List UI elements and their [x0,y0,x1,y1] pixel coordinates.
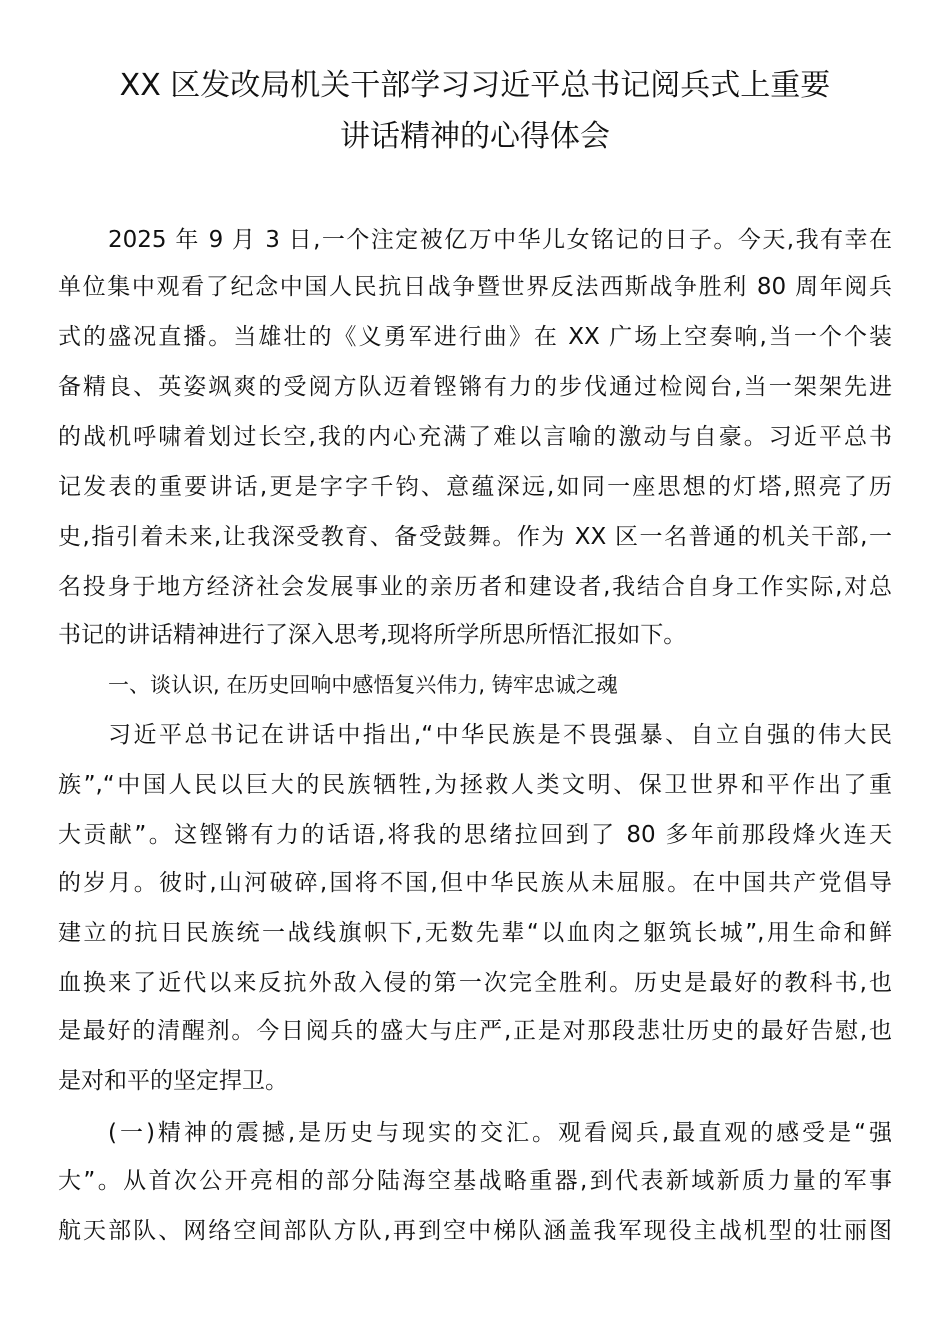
paragraph-2-line-4: 的岁月。彼时,山河破碎,国将不国,但中华民族从未屈服。在中国共产党倡导 [58,870,892,896]
paragraph-1-line-6: 记发表的重要讲话,更是字字千钧、意蕴深远,如同一座思想的灯塔,照亮了历 [58,474,892,500]
document-title-line-1: XX 区发改局机关干部学习习近平总书记阅兵式上重要 [119,68,831,103]
paragraph-1-line-4: 备精良、英姿飒爽的受阅方队迈着铿锵有力的步伐通过检阅台,当一架架先进 [58,374,892,400]
paragraph-2-line-8: 是对和平的坚定捍卫。 [58,1068,288,1094]
paragraph-2-line-1: 习近平总书记在讲话中指出,“中华民族是不畏强暴、自立自强的伟大民 [108,722,892,748]
paragraph-3-line-2: 大”。从首次公开亮相的部分陆海空基战略重器,到代表新域新质力量的军事 [58,1168,892,1194]
paragraph-2-line-3: 大贡献”。这铿锵有力的话语,将我的思绪拉回到了 80 多年前那段烽火连天 [58,822,892,848]
section-heading-1: 一、谈认识, 在历史回响中感悟复兴伟力, 铸牢忠诚之魂 [108,673,618,697]
paragraph-1-line-9: 书记的讲话精神进行了深入思考,现将所学所思所悟汇报如下。 [58,622,687,648]
paragraph-3-line-3: 航天部队、网络空间部队方队,再到空中梯队涵盖我军现役主战机型的壮丽图 [58,1218,892,1244]
paragraph-1-line-7: 史,指引着未来,让我深受教育、备受鼓舞。作为 XX 区一名普通的机关干部,一 [58,524,892,550]
paragraph-1-line-2: 单位集中观看了纪念中国人民抗日战争暨世界反法西斯战争胜利 80 周年阅兵 [58,274,892,300]
paragraph-2-line-2: 族”,“中国人民以巨大的民族牺牲,为拯救人类文明、保卫世界和平作出了重 [58,772,892,798]
paragraph-1-line-3: 式的盛况直播。当雄壮的《义勇军进行曲》在 XX 广场上空奏响,当一个个装 [58,324,892,350]
paragraph-1-line-1: 2025 年 9 月 3 日,一个注定被亿万中华儿女铭记的日子。今天,我有幸在 [108,227,892,253]
paragraph-2-line-6: 血换来了近代以来反抗外敌入侵的第一次完全胜利。历史是最好的教科书,也 [58,970,892,996]
paragraph-2-line-7: 是最好的清醒剂。今日阅兵的盛大与庄严,正是对那段悲壮历史的最好告慰,也 [58,1018,892,1044]
paragraph-2-line-5: 建立的抗日民族统一战线旗帜下,无数先辈“以血肉之躯筑长城”,用生命和鲜 [58,920,892,946]
document-title-line-2: 讲话精神的心得体会 [340,119,610,154]
paragraph-1-line-8: 名投身于地方经济社会发展事业的亲历者和建设者,我结合自身工作实际,对总 [58,574,892,600]
paragraph-3-line-1: (一)精神的震撼,是历史与现实的交汇。观看阅兵,最直观的感受是“强 [108,1120,892,1146]
paragraph-1-line-5: 的战机呼啸着划过长空,我的内心充满了难以言喻的激动与自豪。习近平总书 [58,424,892,450]
